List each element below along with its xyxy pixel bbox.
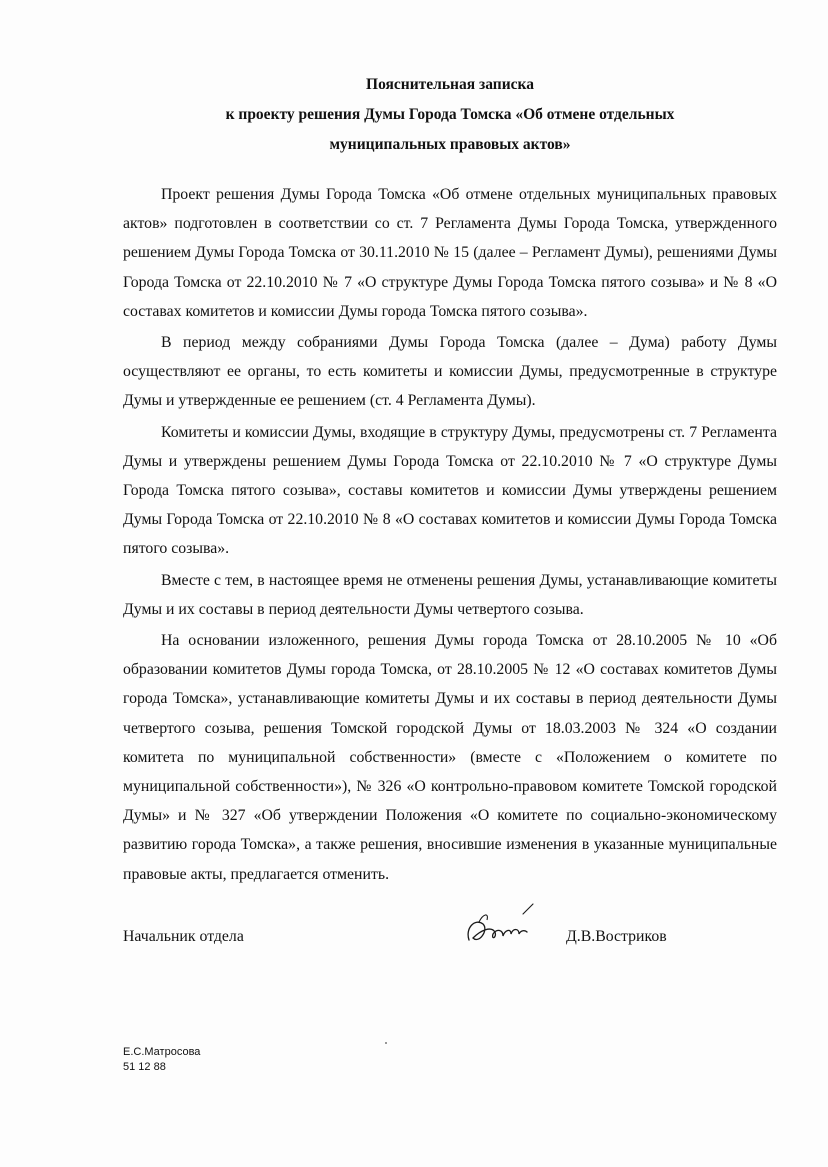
paragraph-3: Комитеты и комиссии Думы, входящие в структуру Думы, предусмотрены ст. 7 Регламента Думы и утверждены решением Думы Города Томска от 22.10.2010 № 7 «О структуре Думы Города Томска пятого созыва», составы комитетов и комиссии Думы утверждены решением Думы Города Томска от 22.10.2010 № 8 «О составах комитетов и комиссии Думы Города Томска пятого созыва». — [123, 423, 777, 558]
paragraph-5: На основании изложенного, решения Думы города Томска от 28.10.2005 № 10 «Об образовании комитетов Думы города Томска, от 28.10.2005 № 12 «О составах комитетов Думы города Томска», устанавливающие комитеты Думы и их составы в период деятельности Думы четвертого созыва, решения Томской городской Думы от 18.03.2003 № 324 «О создании комитета по муниципальной собственности» (вместе с «Положением о комитете по муниципальной собственности»), № 326 «О контрольно-правовом комитете Томской городской Думы» и № 327 «Об утверждении Положения «О комитете по социально-экономическому развитию города Томска», а также решения, вносившие изменения в указанные муниципальные правовые акты, предлагается отменить. — [123, 632, 777, 883]
paragraph-4: Вместе с тем, в настоящее время не отменены решения Думы, устанавливающие комитеты Думы и их составы в период деятельности Думы четвертого созыва. — [123, 571, 777, 618]
scan-speck — [385, 1042, 387, 1044]
title-line-3: муниципальных правовых актов» — [329, 136, 571, 153]
paragraph-1: Проект решения Думы Города Томска «Об отмене отдельных муниципальных правовых актов» подготовлен в соответствии со ст. 7 Регламента Думы Города Томска, утвержденного решением Думы Города Томска от 30.11.2010 № 15 (далее – Регламент Думы), решениями Думы Города Томска от 22.10.2010 № 7 «О структуре Думы Города Томска пятого созыва» и № 8 «О составах комитетов и комиссии Думы города Томска пятого созыва». — [123, 186, 777, 320]
document-title — [120, 70, 780, 160]
signatory-name: Д.В.Востриков — [566, 928, 667, 945]
executor-footer — [123, 1045, 200, 1075]
signatory-position: Начальник отдела — [123, 928, 244, 945]
paragraph-2: В период между собраниями Думы Города Томска (далее – Дума) работу Думы осуществляют ее органы, то есть комитеты и комиссии Думы, предусмотренные в структуре Думы и утвержденные ее решением (ст. 4 Регламента Думы). — [123, 334, 777, 410]
handwritten-signature-icon — [461, 900, 541, 960]
title-line-1: Пояснительная записка — [366, 76, 534, 93]
document-body — [123, 180, 777, 891]
executor-name: Е.С.Матросова — [123, 1046, 201, 1058]
title-line-2: к проекту решения Думы Города Томска «Об отмене отдельных — [225, 106, 675, 123]
executor-phone: 51 12 88 — [123, 1061, 166, 1073]
signature-block — [123, 920, 777, 960]
